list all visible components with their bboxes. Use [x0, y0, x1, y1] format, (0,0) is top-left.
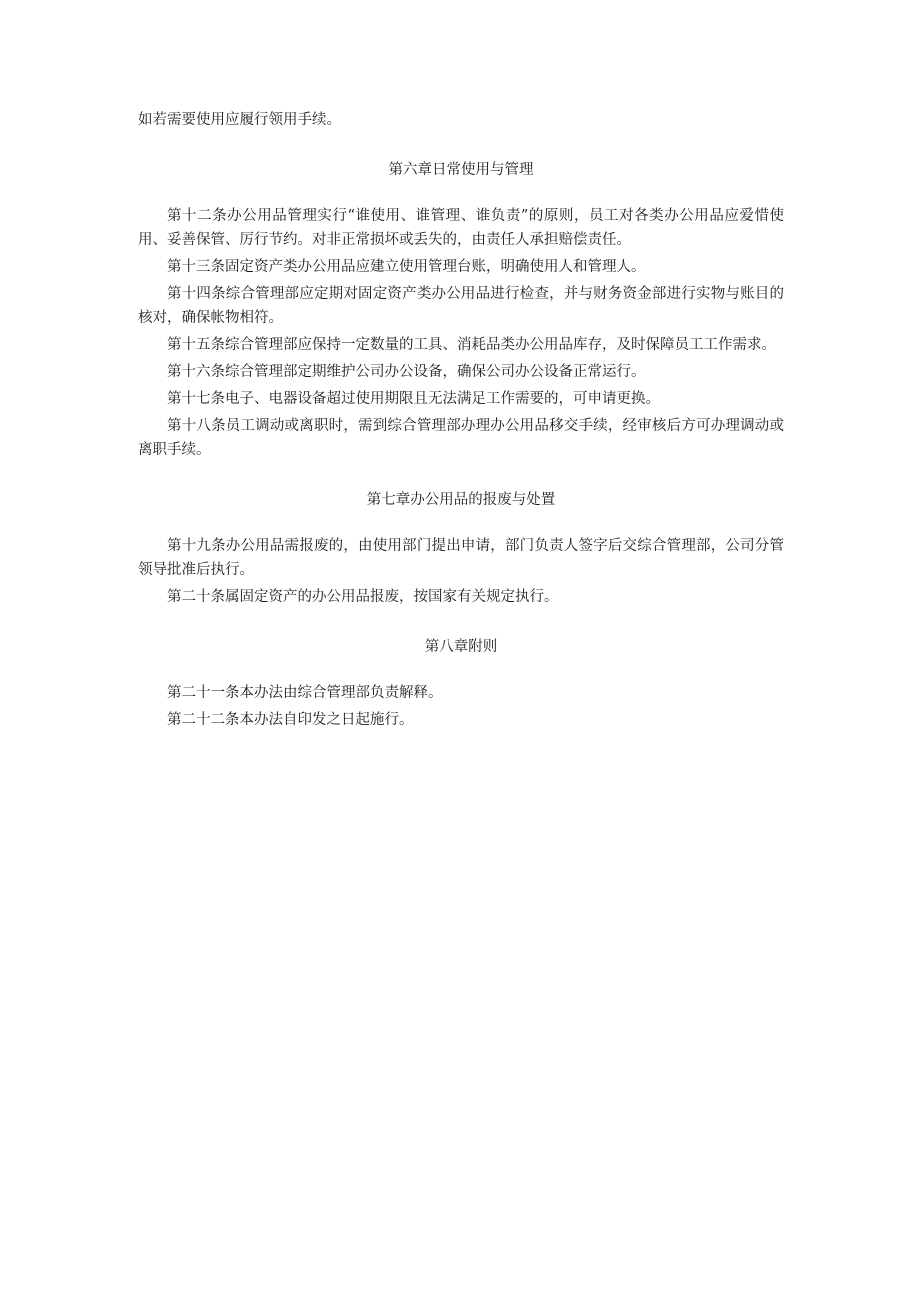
chapter-7-heading: 第七章办公用品的报废与处置 — [366, 492, 556, 508]
article-18: 第十八条员工调动或离职时，需到综合管理部办理办公用品移交手续，经审核后方可办理调动或离职手续。 — [138, 418, 784, 458]
article-20: 第二十条属固定资产的办公用品报废，按国家有关规定执行。 — [167, 589, 559, 605]
spacer — [138, 462, 784, 488]
document-body — [138, 108, 784, 732]
article-14: 第十四条综合管理部应定期对固定资产类办公用品进行检查，并与财务资金部进行实物与账目的核对，确保帐物相符。 — [138, 286, 784, 326]
article-15: 第十五条综合管理部应保持一定数量的工具、消耗品类办公用品库存，及时保障员工工作需求。 — [167, 337, 776, 353]
article-16: 第十六条综合管理部定期维护公司办公设备，确保公司办公设备正常运行。 — [167, 364, 646, 380]
intro-paragraph: 如若需要使用应履行领用手续。 — [138, 112, 341, 128]
article-12: 第十二条办公用品管理实行“谁使用、谁管理、谁负责”的原则，员工对各类办公用品应爱惜使用、妥善保管、厉行节约。对非正常损坏或丢失的，由责任人承担赔偿责任。 — [138, 208, 784, 248]
article-19: 第十九条办公用品需报废的，由使用部门提出申请，部门负责人签字后交综合管理部，公司分管领导批准后执行。 — [138, 538, 784, 578]
article-21: 第二十一条本办法由综合管理部负责解释。 — [167, 685, 443, 701]
spacer — [138, 609, 784, 635]
article-17: 第十七条电子、电器设备超过使用期限且无法满足工作需要的，可申请更换。 — [167, 391, 660, 407]
article-22: 第二十二条本办法自印发之日起施行。 — [167, 712, 414, 728]
spacer — [138, 512, 784, 534]
chapter-8-heading: 第八章附则 — [424, 639, 498, 655]
spacer — [138, 132, 784, 158]
article-13: 第十三条固定资产类办公用品应建立使用管理台账，明确使用人和管理人。 — [167, 259, 646, 275]
spacer — [138, 182, 784, 204]
spacer — [138, 659, 784, 681]
chapter-6-heading: 第六章日常使用与管理 — [388, 162, 534, 178]
